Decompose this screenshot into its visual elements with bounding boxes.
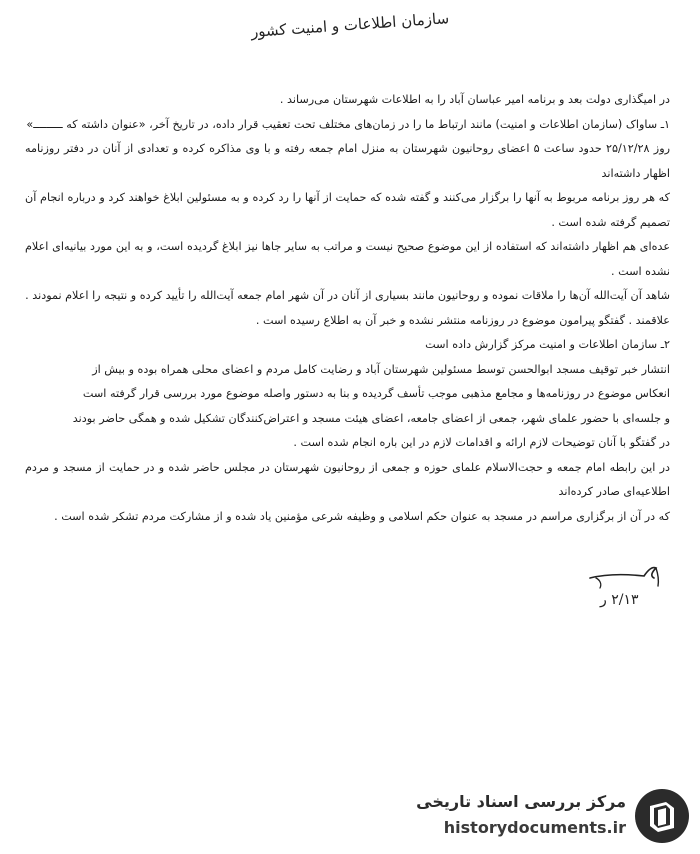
body-line: ۱ـ ساواک (سازمان اطلاعات و امنیت) مانند ارتباط ما را در زمان‌های مختلف تحت تعقیب قرار داده، در تاریخ آخر، «عنوان داشته که ـــــــــ» [26,117,670,131]
document-header: سازمان اطلاعات و امنیت کشور [250,9,450,41]
body-line: در امیگذاری دولت بعد و برنامه امیر عباسان آباد را به اطلاعات شهرستان می‌رساند . [279,93,670,106]
body-line: روز ۲۵/۱۲/۲۸ حدود ساعت ۵ اعضای روحانیون شهرستان به منزل امام جمعه رفته و با وی مذاکره کرده و تعدادی از آنان در دفتر روزنامه اظهار داشته‌اند [25,142,670,180]
watermark-title: مرکز بررسی اسناد تاریخی [416,792,626,811]
body-line: و جلسه‌ای با حضور علمای شهر، جمعی از اعضای جامعه، اعضای هیئت مسجد و اعتراض‌کنندگان تشکیل شده و همگی حاضر بودند [72,411,670,425]
body-line: در گفتگو با آنان توضیحات لازم ارائه و اقدامات لازم در این باره انجام شده است . [293,436,670,449]
signature-date: ۲/۱۳ ر [600,592,639,608]
archive-logo-icon [632,786,692,846]
watermark-url: historydocuments.ir [443,818,626,837]
body-line: عده‌ای هم اظهار داشته‌اند که استفاده از این موضوع صحیح نیست و مراتب به سایر جاها نیز ابلاغ گردیده است، و به این مورد بیانیه‌ای اعلام نشده است . [25,240,670,278]
body-line: انعکاس موضوع در روزنامه‌ها و مجامع مذهبی موجب تأسف گردیده و بنا به دستور واصله موضوع مورد بررسی قرار گرفته است [82,387,670,400]
body-line: در این رابطه امام جمعه و حجت‌الاسلام علمای حوزه و جمعی از روحانیون شهرستان در مجلس حاضر شده و در حمایت از مسجد و مردم اطلاعیه‌ای صادر کرده‌اند [25,460,670,498]
watermark [392,786,692,846]
body-line: که در آن از برگزاری مراسم در مسجد به عنوان حکم اسلامی و وظیفه شرعی مؤمنین یاد شده و از مشارکت مردم تشکر شده است . [54,509,670,523]
body-line: انتشار خبر توقیف مسجد ابوالحسن توسط مسئولین شهرستان آباد و رضایت کامل مردم و اعضای محلی همراه بوده و بیش از [92,362,670,376]
document-body [25,88,670,529]
body-line: علاقمند . گفتگو پیرامون موضوع در روزنامه منتشر نشده و خبر آن به اطلاع رسیده است . [255,313,670,327]
body-line: ۲ـ سازمان اطلاعات و امنیت مرکز گزارش داده است [425,338,670,351]
body-line: شاهد آن آیت‌الله آن‌ها را ملاقات نموده و روحانیون مانند بسیاری از آنان در آن شهر امام جمعه آیت‌الله را تأیید کرده و نتیجه را اعلام نمودند . [25,289,670,302]
body-line: که هر روز برنامه مربوط به آنها را برگزار می‌کنند و گفته شده که حمایت از آنها را رد کرده و به مسئولین ابلاغ خواهند کرد و درباره انجام آن تصمیم گرفته شده است . [25,191,670,229]
